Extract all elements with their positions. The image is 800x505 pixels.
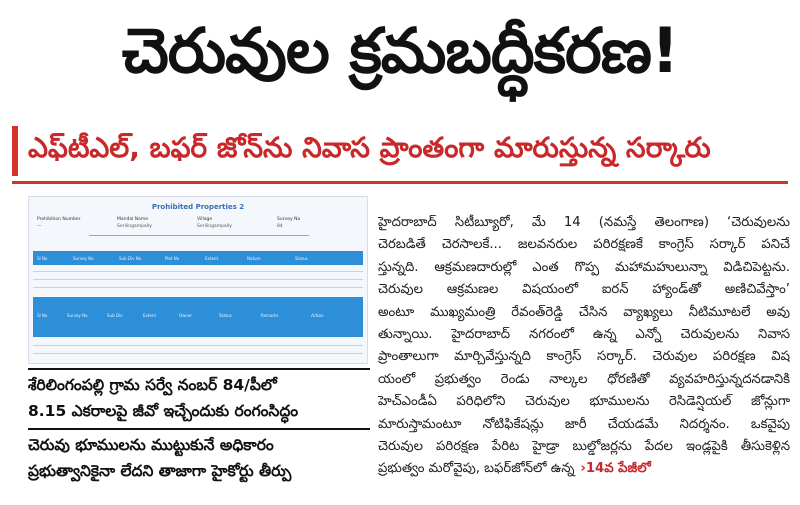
- highlight-blurb-high-court: చెరువు భూములను ముట్టుకునే అధికారం ప్రభుత్వానికైనా లేదని తాజాగా హైకోర్టు తీర్పు: [28, 436, 292, 480]
- document-title: Prohibited Properties 2: [151, 203, 245, 211]
- document-table-row: [33, 279, 363, 280]
- article-line: హైదరాబాద్‌ సిటీబ్యూరో, మే 14 (నమస్తే తెలంగాణ) ‘చెరువులను: [378, 215, 790, 230]
- article-line: చెరువుల పరిరక్షణ పేరిట హైడ్రా బుల్డోజర్లను పేదల ఇండ్లపైకి తీసుకెళ్లిన: [378, 439, 790, 455]
- article-line: మారుస్తామంటూ నోటిఫికేషన్లు జారీ చేయడమే నిదర్శనం. ఒకవైపు: [378, 416, 790, 432]
- document-table-header-band: Sl No Survey No Sub Div No Plot No Extent Nature Status: [33, 251, 363, 265]
- document-meta-field: Mandal Name Serilingampally: [117, 217, 152, 229]
- document-meta-field: Prohibition Number —: [37, 217, 81, 229]
- article-body: [378, 212, 790, 502]
- article-line: తున్నాయి. హైదరాబాద్‌ నగరంలో ఉన్న ఎన్నో చెరువులను నివాస: [378, 327, 790, 343]
- document-meta-field: Village Serilingampally: [197, 217, 232, 229]
- headline: చెరువుల క్రమబద్ధీకరణ!: [121, 14, 679, 87]
- article-line: స్తున్నది. ఆక్రమణదారుల్లో ఎంత గొప్ప మహామహులున్నా విడిచిపెట్టను.: [378, 259, 790, 275]
- article-line: అంటూ ముఖ్యమంత్రి రేవంత్‌రెడ్డి చేసిన వ్యాఖ్యలు నీటిమూటలే అవు: [378, 304, 790, 320]
- article-line: యంలో ప్రభుత్వం రెండు నాల్కల ధోరణితో వ్యవహరిస్తున్నదనడానికి: [378, 371, 790, 387]
- document-meta-field: Survey No 84: [277, 217, 301, 229]
- document-table-header-band: Sl No Survey No Sub Div Extent Owner Status Remarks Action: [33, 297, 363, 337]
- document-red-line: [89, 235, 309, 236]
- blurb-divider-rule: [28, 428, 370, 430]
- article-line: ప్రాంతాలుగా మార్చివేస్తున్నది కాంగ్రెస్‌ సర్కార్‌. చెరువుల పరిరక్షణ విష: [378, 349, 790, 365]
- continued-on-page-marker: ›14వ పేజీలో: [580, 461, 651, 477]
- document-table-row: [33, 287, 363, 288]
- red-divider: [12, 181, 788, 184]
- subheadline: ఎఫ్‌టీఎల్‌, బఫర్‌ జోన్‌ను నివాస ప్రాంతంగా మారుస్తున్న సర్కారు: [12, 126, 788, 176]
- document-table-row: [33, 271, 363, 272]
- article-line: చెరబడితే చెరసాలకే... జలవనరుల పరిరక్షణకే కాంగ్రెస్‌ సర్కార్‌ పనిచే: [378, 237, 790, 253]
- prohibited-properties-document-image: [28, 196, 368, 364]
- article-line: హెచ్‌ఎండీఏ పరిధిలోని చెరువుల భూములను రెసిడెన్షియల్‌ జోన్లుగా: [378, 394, 790, 410]
- document-table-row: [33, 345, 363, 346]
- highlight-blurb-survey: శేరిలింగంపల్లి గ్రామ సర్వే నంబర్‌ 84/పీలో 8.15 ఎకరాలపై జీవో ఇచ్చేందుకు రంగంసిద్ధం: [28, 376, 299, 420]
- document-table-row: [33, 353, 363, 354]
- article-line: ప్రభుత్వం మరోవైపు, బఫర్‌జోన్‌లో ఉన్న ›14వ పేజీలో: [378, 461, 651, 477]
- article-line: చెరువుల ఆక్రమణల విషయంలో ఐరన్‌ హ్యాండ్‌తో అణిచివేస్తాం’: [378, 282, 790, 298]
- blurb-top-rule: [28, 368, 370, 370]
